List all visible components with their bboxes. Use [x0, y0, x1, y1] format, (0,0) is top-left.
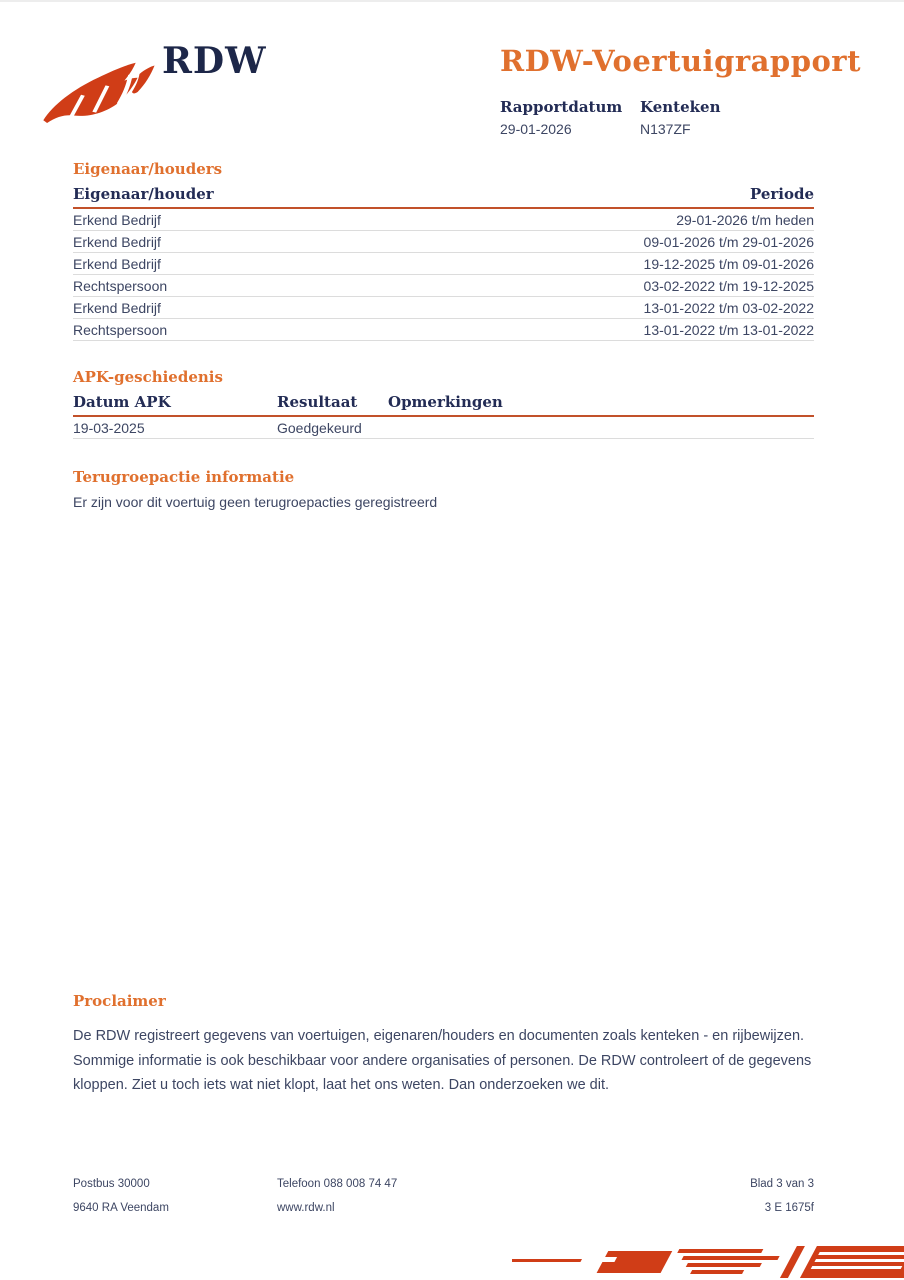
owner-cell: Rechtspersoon [73, 321, 168, 338]
rdw-feather-icon [38, 58, 158, 124]
speed-stripes-icon [512, 1244, 904, 1280]
recall-section-heading: Terugroepactie informatie [73, 468, 295, 486]
owner-cell: Erkend Bedrijf [73, 255, 161, 272]
table-row [73, 417, 814, 439]
license-plate-value: N137ZF [640, 121, 691, 137]
apk-col-remarks: Opmerkingen [388, 393, 503, 411]
footer-postbus: Postbus 30000 [73, 1178, 150, 1190]
apk-date-cell: 19-03-2025 [73, 419, 145, 436]
footer-doc-code: 3 E 1675f [764, 1202, 814, 1214]
period-cell: 29-01-2026 t/m heden [676, 211, 814, 228]
footer-address-block [73, 1172, 277, 1220]
table-row [73, 297, 814, 319]
apk-section [73, 368, 814, 439]
table-row [73, 231, 814, 253]
apk-section-heading: APK-geschiedenis [73, 368, 223, 386]
page-title: RDW-Voertuigrapport [500, 44, 861, 78]
owner-cell: Erkend Bedrijf [73, 211, 161, 228]
owner-cell: Erkend Bedrijf [73, 299, 161, 316]
footer-page-number: Blad 3 van 3 [750, 1178, 814, 1190]
period-cell: 13-01-2022 t/m 03-02-2022 [643, 299, 814, 316]
period-cell: 13-01-2022 t/m 13-01-2022 [643, 321, 814, 338]
owners-section-heading: Eigenaar/houders [73, 160, 223, 178]
proclaimer-section [73, 992, 821, 1098]
period-cell: 19-12-2025 t/m 09-01-2026 [643, 255, 814, 272]
owners-col-period: Periode [749, 185, 814, 203]
table-row [73, 253, 814, 275]
report-header [500, 44, 880, 137]
apk-result-cell: Goedgekeurd [277, 419, 362, 436]
apk-col-date: Datum APK [73, 393, 171, 411]
recall-section [73, 468, 814, 510]
footer-city: 9640 RA Veendam [73, 1202, 169, 1214]
table-row [73, 275, 814, 297]
period-cell: 03-02-2022 t/m 19-12-2025 [643, 277, 814, 294]
rdw-wordmark: RDW [162, 40, 267, 82]
owners-section [73, 160, 814, 341]
report-date-value: 29-01-2026 [500, 121, 572, 137]
table-row [73, 319, 814, 341]
license-plate-block [640, 98, 720, 137]
footer-phone: Telefoon 088 008 74 47 [277, 1178, 398, 1190]
report-date-label: Rapportdatum [500, 98, 623, 116]
table-row [73, 209, 814, 231]
owners-col-owner: Eigenaar/houder [73, 185, 214, 203]
proclaimer-section-heading: Proclaimer [73, 992, 166, 1010]
page-footer [73, 1172, 814, 1220]
footer-website: www.rdw.nl [277, 1202, 335, 1214]
footer-page-block [750, 1172, 814, 1220]
apk-table [73, 393, 814, 439]
report-date-block [500, 98, 622, 137]
owner-cell: Rechtspersoon [73, 277, 168, 294]
apk-table-header [73, 393, 814, 417]
apk-col-result: Resultaat [277, 393, 358, 411]
footer-contact-block [277, 1172, 750, 1220]
recall-text: Er zijn voor dit voertuig geen terugroepacties geregistreerd [73, 494, 438, 510]
license-plate-label: Kenteken [640, 98, 721, 116]
owners-table [73, 185, 814, 341]
owners-table-header [73, 185, 814, 209]
owner-cell: Erkend Bedrijf [73, 233, 161, 250]
period-cell: 09-01-2026 t/m 29-01-2026 [643, 233, 814, 250]
proclaimer-text: De RDW registreert gegevens van voertuigen, eigenaren/houders en documenten zoals kenteken - en rijbewijzen. Sommige informatie is ook beschikbaar voor andere organisaties of personen. De RDW controleert of de gegevens kloppen. Ziet u toch iets wat niet klopt, laat het ons weten. Dan onderzoeken we dit. [73, 1028, 812, 1093]
